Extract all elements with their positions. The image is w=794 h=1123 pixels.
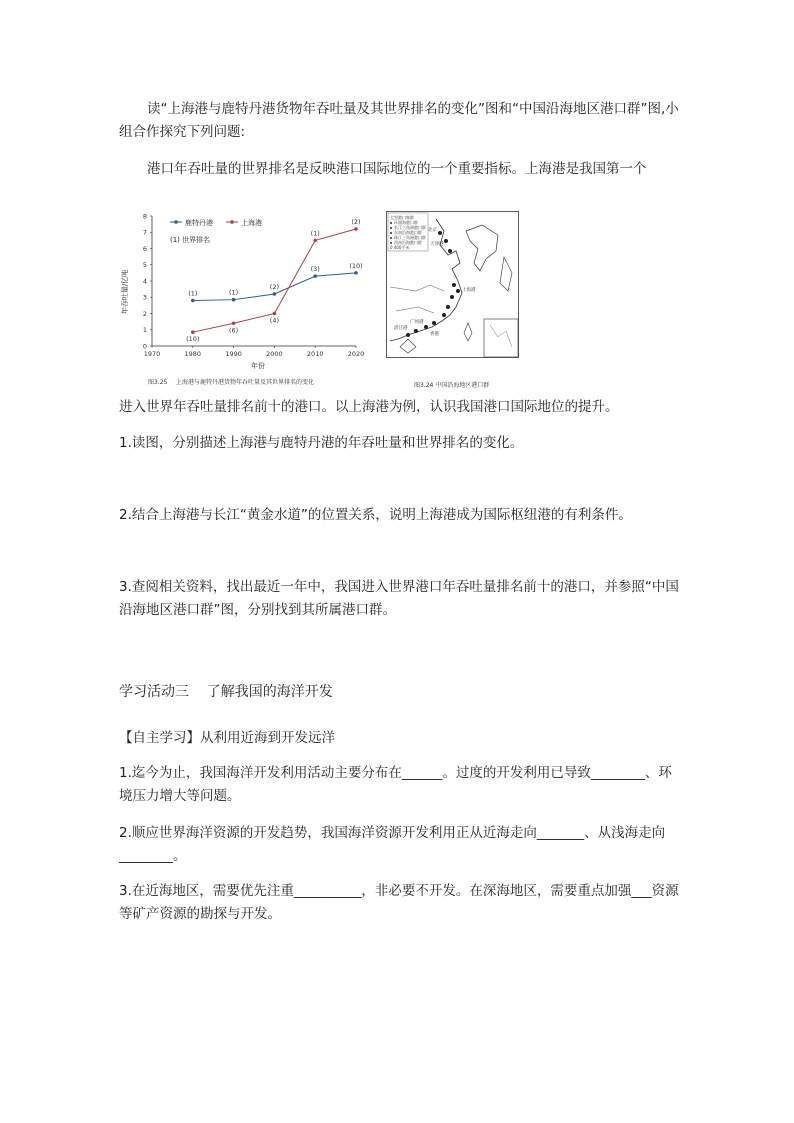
rank-label: (2) <box>351 218 361 226</box>
data-point <box>232 298 236 302</box>
throughput-line-chart <box>118 206 380 392</box>
rank-label: (10) <box>186 335 200 344</box>
map-legend-5: 西南沿海港口群 <box>394 240 422 245</box>
map-legend-3: 东南沿海港口群 <box>394 230 422 235</box>
map-scale: 0 400千米 <box>390 245 410 250</box>
rank-label: (6) <box>228 326 239 335</box>
x-tick-label: 2000 <box>266 350 283 358</box>
map-label-guangzhou: 广州港 <box>410 320 424 325</box>
data-point <box>273 312 277 316</box>
section-heading: 学习活动三 了解我国的海洋开发 <box>119 684 333 700</box>
question-3: 3.查阅相关资料，找出最近一年中，我国进入世界港口年吞吐量排名前十的港口，并参照“中国沿海地区港口群”图，分别找到其所属港口群。 <box>119 579 679 618</box>
legend-rotterdam: 鹿特丹港 <box>185 219 213 227</box>
y-tick-label: 1 <box>142 326 147 335</box>
section-subheading: 【自主学习】从利用近海到开发远洋 <box>119 730 335 746</box>
y-tick-label: 4 <box>142 277 147 286</box>
y-tick-label: 8 <box>142 212 147 221</box>
y-tick-label: 5 <box>142 261 147 270</box>
coastal-ports-map <box>386 211 522 393</box>
map-label-hongkong: 香港 <box>430 332 439 337</box>
rank-label: (1) <box>228 288 239 297</box>
y-tick-label: 6 <box>142 244 147 253</box>
data-point <box>354 271 358 275</box>
study-item-1: 1.迄今为止，我国海洋开发利用活动主要分布在______。过度的开发利用已导致________、环境压力增大等问题。 <box>119 765 672 804</box>
map-caption: 图3.24 中国沿海地区港口群 <box>414 382 490 389</box>
data-point <box>273 292 277 296</box>
map-legend-2: 长江三角洲港口群 <box>394 225 426 230</box>
map-label-tianjin: 天津港 <box>430 242 444 247</box>
map-label-zhanjiang: 湛江港 <box>394 326 408 331</box>
intro-line-2: 港口年吞吐量的世界排名是反映港口国际地位的一个重要指标。上海港是我国第一个 <box>147 161 647 177</box>
legend-shanghai: 上海港 <box>241 219 262 227</box>
data-point <box>313 274 317 278</box>
data-point <box>191 330 195 334</box>
study-item-3: 3.在近海地区，需要优先注重__________，非必要不开发。在深海地区，需要重点加强___资源等矿产资源的勘探与开发。 <box>119 883 679 922</box>
y-tick-label: 2 <box>142 309 147 318</box>
x-tick-label: 2010 <box>306 350 324 358</box>
x-tick-label: 1980 <box>184 350 202 358</box>
study-item-2: 2.顺应世界海洋资源的开发趋势，我国海洋资源开发利用正从近海走向_______、从浅海走向________。 <box>119 825 666 864</box>
rank-label: (3) <box>310 265 320 274</box>
intro-line-3: 进入世界年吞吐量排名前十的港口。以上海港为例，认识我国港口国际地位的提升。 <box>119 399 619 415</box>
map-label-beijing: 北京 <box>428 228 437 233</box>
x-tick-label: 1990 <box>225 350 242 358</box>
y-tick-label: 3 <box>142 293 147 302</box>
data-point <box>313 239 317 243</box>
map-legend-1: 环渤海港口群 <box>394 220 418 225</box>
y-tick-label: 7 <box>142 228 147 237</box>
y-axis-label: 年吞吐量/亿吨 <box>121 269 129 315</box>
map-legend-0: 大型港口集群 <box>390 215 414 220</box>
rank-label: (10) <box>349 261 363 270</box>
x-tick-label: 2020 <box>347 350 365 358</box>
intro-paragraph: 读“上海港与鹿特丹港货物年吞吐量及其世界排名的变化”图和“中国沿海地区港口群”图,小组合作探究下列问题: <box>119 101 679 140</box>
question-1: 1.读图，分别描述上海港与鹿特丹港的年吞吐量和世界排名的变化。 <box>119 435 524 451</box>
rank-label: (1) <box>310 229 320 238</box>
legend-rank-note: (1) 世界排名 <box>170 236 211 244</box>
y-tick-label: 0 <box>142 342 147 351</box>
rank-label: (2) <box>269 283 280 291</box>
x-tick-label: 1970 <box>143 350 161 358</box>
chart-figure-label: 图3.25 <box>148 379 168 386</box>
data-point <box>232 321 236 325</box>
rank-label: (1) <box>188 289 198 298</box>
rank-label: (4) <box>269 316 280 325</box>
chart-caption: 上海港与鹿特丹港货物年吞吐量及其世界排名的变化 <box>176 379 315 386</box>
data-point <box>354 227 358 231</box>
data-point <box>191 299 195 303</box>
map-legend-4: 珠江三角洲港口群 <box>394 235 426 240</box>
map-label-shanghai: 上海港 <box>462 288 476 293</box>
x-axis-label: 年份 <box>251 362 265 370</box>
question-2: 2.结合上海港与长江“黄金水道”的位置关系，说明上海港成为国际枢纽港的有利条件。 <box>119 507 632 523</box>
